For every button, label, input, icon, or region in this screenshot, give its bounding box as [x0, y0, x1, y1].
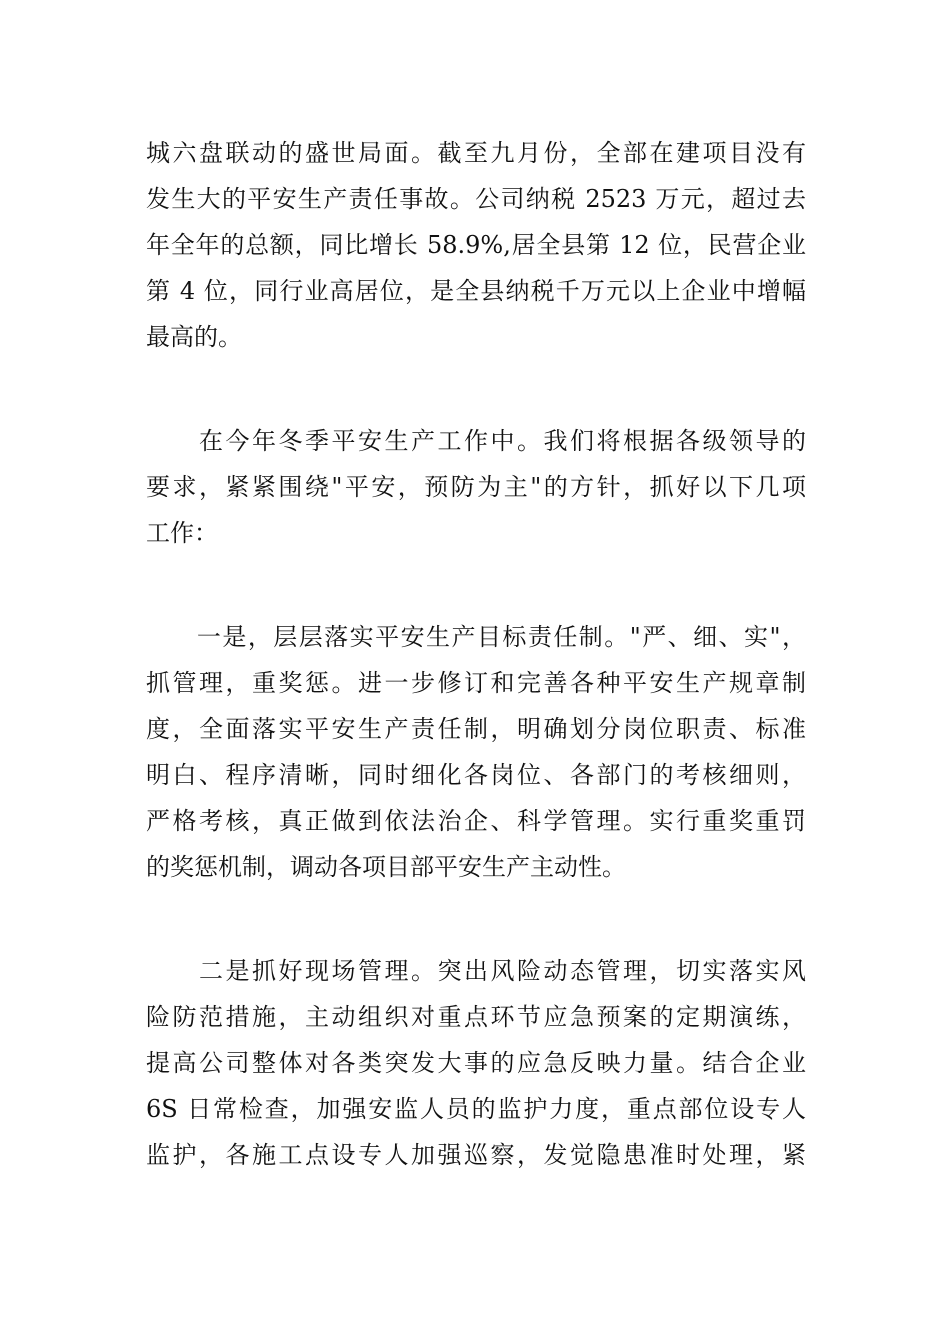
paragraph-1: [146, 130, 806, 360]
text-line: 二是抓好现场管理。突出风险动态管理，切实落实风: [146, 957, 806, 985]
text-line: 发生大的平安生产责任事故。公司纳税 2523 万元，超过去: [146, 185, 806, 213]
paragraph-2: [146, 418, 806, 556]
text-line: 在今年冬季平安生产工作中。我们将根据各级领导的: [146, 427, 806, 455]
text-line: 抓管理，重奖惩。进一步修订和完善各种平安生产规章制: [146, 669, 806, 697]
text-line: 工作：: [146, 519, 218, 547]
text-line: 第 4 位，同行业高居位，是全县纳税千万元以上企业中增幅: [146, 277, 806, 305]
text-line: 一是，层层落实平安生产目标责任制。"严、细、实"，: [146, 623, 806, 651]
text-line: 度，全面落实平安生产责任制，明确划分岗位职责、标准: [146, 715, 806, 743]
text-line: 严格考核，真正做到依法治企、科学管理。实行重奖重罚: [146, 807, 806, 835]
document-page: [146, 130, 806, 1178]
paragraph-spacer: [146, 360, 806, 418]
paragraph-spacer: [146, 890, 806, 948]
text-line: 的奖惩机制，调动各项目部平安生产主动性。: [146, 853, 626, 881]
text-line: 6S 日常检查，加强安监人员的监护力度，重点部位设专人: [146, 1095, 806, 1123]
paragraph-4: [146, 948, 806, 1178]
text-line: 最高的。: [146, 323, 242, 351]
paragraph-spacer: [146, 556, 806, 614]
text-line: 年全年的总额，同比增长 58.9%,居全县第 12 位，民营企业: [146, 231, 806, 259]
paragraph-3: [146, 614, 806, 890]
text-line: 险防范措施，主动组织对重点环节应急预案的定期演练，: [146, 1003, 806, 1031]
text-line: 要求，紧紧围绕"平安，预防为主"的方针，抓好以下几项: [146, 473, 806, 501]
text-line: 提高公司整体对各类突发大事的应急反映力量。结合企业: [146, 1049, 806, 1077]
text-line: 监护，各施工点设专人加强巡察，发觉隐患准时处理，紧: [146, 1141, 806, 1169]
text-line: 城六盘联动的盛世局面。截至九月份，全部在建项目没有: [146, 139, 806, 167]
text-line: 明白、程序清晰，同时细化各岗位、各部门的考核细则，: [146, 761, 806, 789]
